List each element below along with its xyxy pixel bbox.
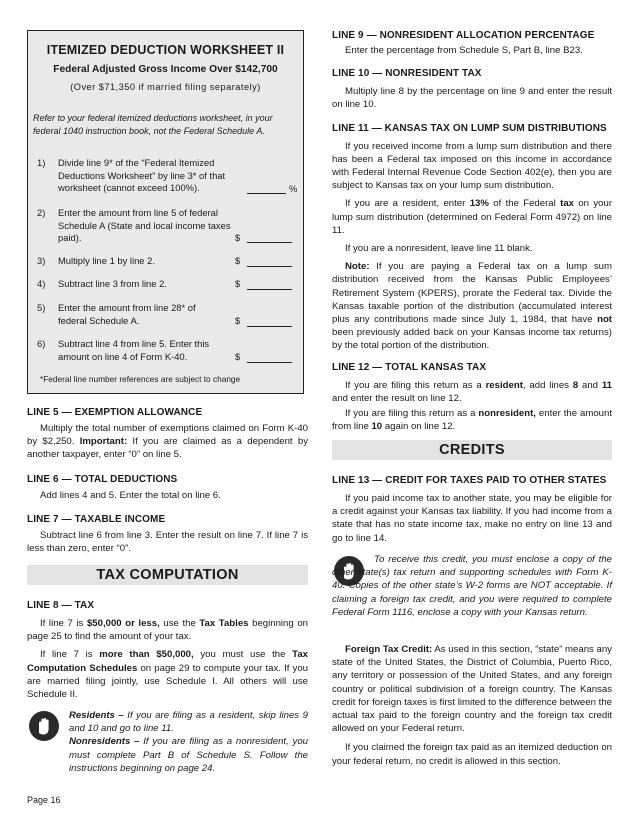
- line6-heading: LINE 6 — TOTAL DEDUCTIONS: [27, 473, 178, 485]
- item-5-unit: $: [235, 315, 241, 326]
- item-4-unit: $: [235, 278, 241, 289]
- line9-text: Enter the percentage from Schedule S, Part B, line B23.: [345, 45, 583, 56]
- line5-text: Multiply the total number of exemptions claimed on Form K-40 by $2,250. Important: If you are claimed as a dependent by another taxpayer, enter “0” on line 5.: [27, 423, 308, 461]
- left-column-lower: [27, 600, 308, 701]
- item-2-unit: $: [235, 232, 241, 243]
- line12-heading: LINE 12 — TOTAL KANSAS TAX: [332, 361, 487, 373]
- item-1-unit: %: [289, 183, 298, 194]
- line13-text: If you paid income tax to another state, you may be eligible for a credit against your Kansas tax liability. If you had income from a state that has no state income tax, make no entry on line 13 and go to line 14.: [332, 493, 612, 544]
- left-column: [27, 407, 308, 555]
- line7-heading: LINE 7 — TAXABLE INCOME: [27, 513, 166, 525]
- item-1-entry-line[interactable]: [247, 193, 286, 194]
- item-6-unit: $: [235, 351, 241, 362]
- line12-p2: If you are filing this return as a nonresident, enter the amount from line 10 again on line 12.: [332, 408, 613, 433]
- line5-heading: LINE 5 — EXEMPTION ALLOWANCE: [27, 407, 203, 418]
- resident-note: [27, 709, 308, 775]
- line11-p3: If you are a nonresident, leave line 11 blank.: [345, 243, 533, 255]
- item-text: Enter the amount from line 5 of federal Schedule A (State and local income taxes paid).: [58, 207, 231, 243]
- line8-p1: If line 7 is $50,000 or less, use the Tax Tables beginning on page 25 to find the amount of your tax.: [27, 618, 308, 643]
- item-number: 6): [37, 338, 46, 349]
- item-number: 1): [37, 157, 46, 168]
- credits-banner: CREDITS: [332, 440, 612, 460]
- item-text: Subtract line 4 from line 5. Enter this amount on line 4 of Form K-40.: [58, 338, 210, 362]
- line6-text: Add lines 4 and 5. Enter the total on line 6.: [40, 489, 221, 501]
- item-3-unit: $: [235, 255, 241, 266]
- line7-text: Subtract line 6 from line 3. Enter the result on line 7. If line 7 is less than zero, enter “0”.: [27, 529, 308, 555]
- item-6-entry-line[interactable]: [247, 362, 292, 363]
- line11-heading: LINE 11 — KANSAS TAX ON LUMP SUM DISTRIBUTIONS: [332, 122, 607, 134]
- tax-computation-banner: TAX COMPUTATION: [27, 565, 308, 585]
- line8-p2: If line 7 is more than $50,000, you must use the Tax Computation Schedules on page 29 to compute your tax. If you are married filing jointly, use Schedule I. All others will use Schedule II.: [27, 649, 309, 701]
- ftc-text: Foreign Tax Credit: As used in this section, “state” means any state of the United States, the District of Columbia, Puerto Rico, any territory or possession of the United States, and any foreign country or political subdivision of a foreign country. The Kansas credit for foreign taxes is first limited to the difference between the actual tax paid to the foreign country and the foreign tax credit allowed on your Federal return.: [332, 644, 612, 735]
- credit-enclosure-note: [332, 553, 612, 619]
- item-5-entry-line[interactable]: [247, 326, 292, 327]
- worksheet-title: ITEMIZED DEDUCTION WORKSHEET II: [46, 43, 285, 57]
- item-number: 4): [37, 278, 46, 289]
- itemized-deduction-worksheet: [27, 30, 304, 394]
- item-number: 5): [37, 302, 46, 313]
- right-column: [332, 30, 612, 433]
- line9-heading: LINE 9 — NONRESIDENT ALLOCATION PERCENTAGE: [332, 30, 595, 41]
- worksheet-intro: Refer to your federal itemized deductions worksheet, in your federal 1040 instruction book, not the Federal Schedule A.: [33, 113, 273, 136]
- ftc-p2: If you claimed the foreign tax paid as an itemized deduction on your federal return, no credit is allowed in this section.: [332, 742, 612, 767]
- line8-heading: LINE 8 — TAX: [27, 600, 95, 611]
- item-4-entry-line[interactable]: [247, 289, 292, 290]
- item-text: Subtract line 3 from line 2.: [58, 278, 167, 289]
- line11-p2: If you are a resident, enter 13% of the Federal tax on your lump sum distribution (determined on Federal Form 4972) on line 11.: [332, 198, 613, 236]
- item-text: Multiply line 1 by line 2.: [58, 255, 155, 266]
- item-text: Divide line 9* of the “Federal Itemized Deductions Worksheet” by line 3* of that worksheet (cannot exceed 100%).: [58, 157, 226, 193]
- line12-p1: If you are filing this return as a resident, add lines 8 and 11 and enter the result on line 12.: [332, 379, 613, 404]
- line13-heading: LINE 13 — CREDIT FOR TAXES PAID TO OTHER STATES: [332, 475, 607, 486]
- item-text: Enter the amount from line 28* of federal Schedule A.: [58, 302, 196, 326]
- foreign-tax-credit-section: [332, 643, 612, 768]
- right-column-lower: [332, 475, 612, 545]
- item-number: 2): [37, 207, 46, 218]
- line11-note: Note: If you are paying a Federal tax on a lump sum distribution received from the Kansas Public Employees’ Retirement System (KPERS), prorate the Federal tax. Divide the Kansas taxable portion of the distribution (accumulated interest plus any contributions made since July 1, 1984, that have not been previously added back on your Kansas income tax returns) by the total portion of the distribution.: [332, 261, 612, 352]
- line10-text: Multiply line 8 by the percentage on line 9 and enter the result on line 10.: [332, 86, 612, 111]
- worksheet-subtitle: Federal Adjusted Gross Income Over $142,700: [53, 64, 278, 75]
- line13-note: To receive this credit, you must enclose a copy of the other state(s) tax return and supporting schedules with Form K-40. Copies of the other state’s W-2 forms are NOT acceptable. If claiming a foreign tax credit, and you were required to complete Federal Form 1116, enclose a copy with your Kansas return.: [332, 554, 612, 618]
- line11-p1: If you received income from a lump sum distribution and there has been a Federal tax imposed on this income in accordance with Federal Internal Revenue Code Section 402(e), then you are subject to Kansas tax on your lump sum distribution.: [332, 140, 612, 192]
- worksheet-subtitle-2: (Over $71,350 if married filing separately): [70, 82, 261, 92]
- item-number: 3): [37, 255, 46, 266]
- residents-note: Residents – If you are filing as a resident, skip lines 9 and 10 and go to line 11.: [69, 710, 308, 735]
- worksheet-footnote: *Federal line number references are subject to change: [40, 374, 241, 384]
- item-3-entry-line[interactable]: [247, 266, 292, 267]
- item-2-entry-line[interactable]: [247, 242, 292, 243]
- page-number: Page 16: [27, 795, 61, 805]
- line10-heading: LINE 10 — NONRESIDENT TAX: [332, 68, 482, 80]
- nonresidents-note: Nonresidents – If you are filing as a nonresident, you must complete Part B of Schedule S. Follow the instructions beginning on page 24.: [69, 736, 309, 774]
